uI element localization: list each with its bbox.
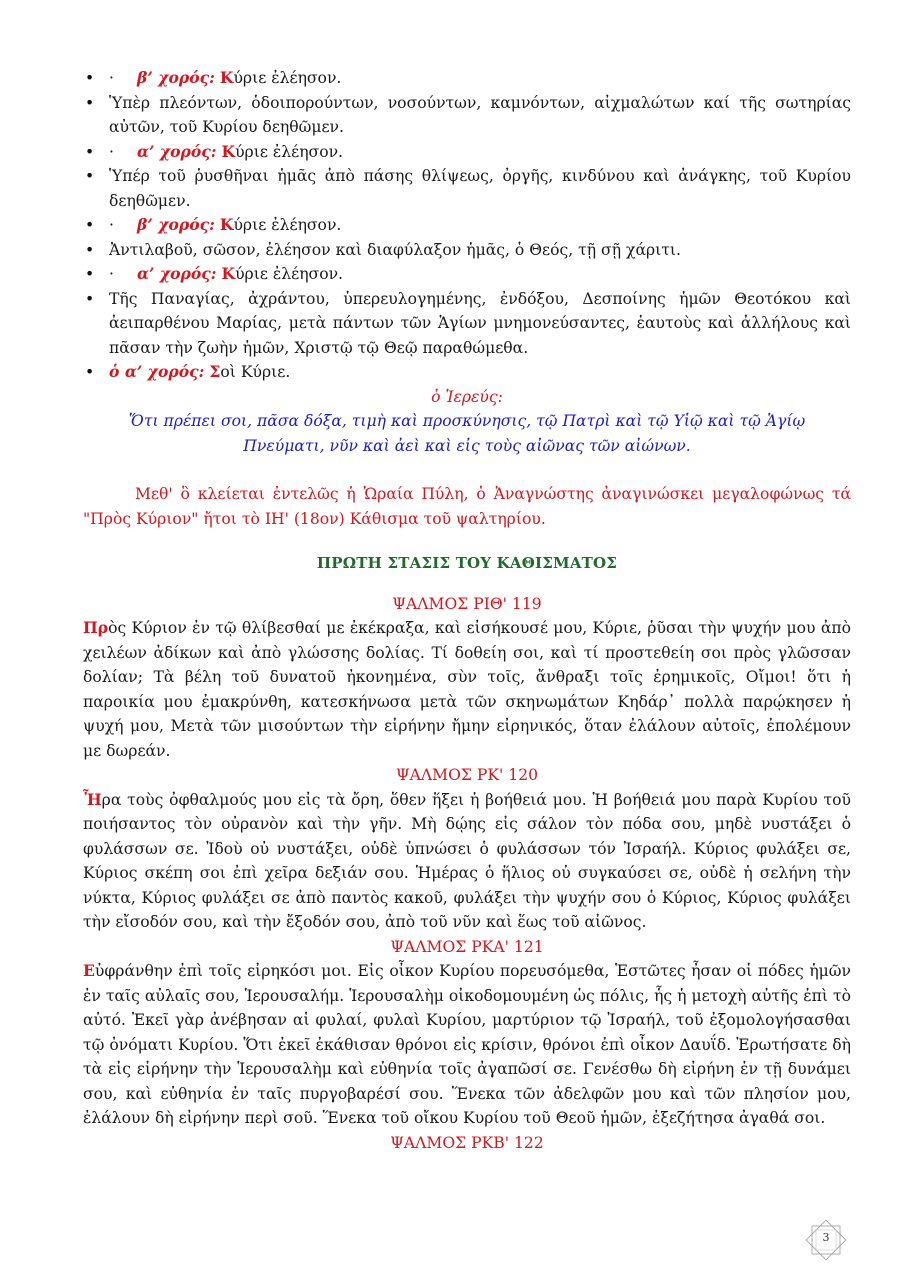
exclamation-line-1: Ὅτι πρέπει σοι, πᾶσα δόξα, τιμὴ καὶ προσκύνησις, τῷ Πατρὶ καὶ τῷ Υἱῷ καὶ τῷ Ἁγίῳ — [128, 412, 806, 430]
choir-label: β’ χορός: — [137, 68, 215, 87]
priest-exclamation — [83, 409, 851, 458]
choir-text: ύριε ἐλέησον. — [233, 69, 342, 87]
choir-label: ὁ α’ χορός: — [109, 362, 205, 381]
document-page — [83, 66, 851, 1155]
petition-text: Τῆς Παναγίας, ἀχράντου, ὑπερευλογημένης, ἐνδόξου, Δεσποίνης ἡμῶν Θεοτόκου καὶ ἀειπαρθένου Μαρίας, μετὰ πάντων τῶν Ἁγίων μνημονεύσαντες, ἑαυτοὺς καὶ ἀλλήλους καὶ πᾶσαν τὴν ζωὴν ἡμῶν, Χριστῷ τῷ Θεῷ παραθώμεθα. — [109, 289, 851, 357]
petition — [83, 91, 851, 140]
psalm-text — [83, 788, 851, 935]
litany-list — [83, 66, 851, 385]
petition-text: Ἀντιλαβοῦ, σῶσον, ἐλέησον καὶ διαφύλαξον ἡμᾶς, ὁ Θεός, τῇ σῇ χάριτι. — [109, 240, 681, 259]
psalm-title: ΨΑΛΜΟΣ ΡΚΑ' 121 — [390, 937, 544, 956]
choir-text: ύριε ἐλέησον. — [233, 216, 342, 234]
choir-initial: Κ — [219, 215, 234, 234]
psalm-initial: Ε — [83, 961, 95, 980]
choir-response-final — [83, 360, 851, 385]
choir-text: ύριε ἐλέησον. — [235, 142, 344, 161]
psalm-text — [83, 959, 851, 1131]
psalm-initial: Ἦ — [83, 789, 102, 809]
choir-response: • · α’ χορός: Κύριε ἐλέησον. — [83, 140, 851, 165]
exclamation-line-2: Πνεύματι, νῦν καὶ ἀεὶ καὶ εἰς τοὺς αἰῶνας τῶν αἰώνων. — [243, 436, 691, 455]
petition-text: Ὑπὲρ πλεόντων, ὁδοιπορούντων, νοσούντων, καμνόντων, αἰχμαλώτων καί τῆς σωτηρίας αὐτῶν, τοῦ Κυρίου δεηθῶμεν. — [109, 93, 851, 136]
choir-response: • · α’ χορός: Κύριε ἐλέησον. — [83, 262, 851, 287]
page-number-badge — [804, 1218, 848, 1262]
next-psalm-title: ΨΑΛΜΟΣ ΡΚΒ' 122 — [390, 1133, 544, 1152]
psalm-title: ΨΑΛΜΟΣ ΡΚ' 120 — [395, 766, 539, 784]
rubric-text: Μεθ' ὃ κλείεται ἐντελῶς ἡ Ὡραία Πύλη, ὁ Ἀναγνώστης ἀναγινώσκει μεγαλοφώνως τά "Πρὸς Κύριον" ἤτοι τὸ ΙΗ' (18ον) Κάθισμα τοῦ ψαλτηρίου. — [83, 485, 851, 528]
psalm-initial: Πρ — [83, 618, 109, 637]
choir-label: α’ χορός: — [137, 141, 217, 161]
choir-response: • · β’ χορός: Κύριε ἐλέησον. — [83, 213, 851, 238]
psalm-body: ρα τοὺς ὀφθαλμούς μου εἰς τὰ ὄρη, ὅθεν ἥξει ἡ βοήθειά μου. Ἡ βοήθειά μου παρὰ Κυρίου τοῦ ποιήσαντος τὸν οὐρανὸν καὶ τὴν γῆν. Μὴ δῴης εἰς σάλον τὸν πόδα σου, μηδὲ νυστάξει ὁ φυλάσσων σε. Ἰδοὺ οὐ νυστάξει, οὐδὲ ὑπνώσει ὁ φυλάσσων τόν Ἰσραήλ. Κύριος φυλάξει σε, Κύριος σκέπη σοι ἐπὶ χεῖρα δεξιάν σου. Ἡμέρας ὁ ἥλιος οὐ συγκαύσει σε, οὐδὲ ἡ σελήνη τὴν νύκτα, Κύριος φυλάξει σε ἀπὸ παντὸς κακοῦ, φυλάξει τὴν ψυχήν σου ὁ Κύριος, Κύριος φυλάξει τὴν εἴσοδόν σου, καὶ τὴν ἔξοδόν σου, ἀπὸ τοῦ νῦν καὶ ἕως τοῦ αἰῶνος. — [83, 790, 851, 931]
choir-initial: Κ — [219, 68, 234, 87]
petition — [83, 238, 851, 263]
page-number: 3 — [822, 1231, 830, 1244]
petition — [83, 287, 851, 361]
psalm-text — [83, 616, 851, 763]
choir-initial: Κ — [221, 141, 236, 161]
choir-label: β’ χορός: — [137, 215, 215, 234]
choir-label: α’ χορός: — [137, 264, 217, 283]
psalm-body: ὐφράνθην ἐπὶ τοῖς εἰρηκόσι μοι. Εἰς οἶκον Κυρίου πορευσόμεθα, Ἑστῶτες ἦσαν οἱ πόδες ἡμῶν ἐν ταῖς αὐλαῖς σου, Ἱερουσαλήμ. Ἱερουσαλὴμ οἰκοδομουμένη ὡς πόλις, ἧς ἡ μετοχὴ αὐτῆς ἐπὶ τὸ αὐτό. Ἐκεῖ γὰρ ἀνέβησαν αἱ φυλαί, φυλαὶ Κυρίου, μαρτύριον τῷ Ἰσραήλ, τοῦ ἐξομολογήσασθαι τῷ ὀνόματι Κυρίου. Ὅτι ἐκεῖ ἐκάθισαν θρόνοι εἰς κρίσιν, θρόνοι ἐπὶ οἶκον Δαυΐδ. Ἐρωτήσατε δὴ τὰ εἰς εἰρήνην τὴν Ἱερουσαλὴμ καὶ εὐθηνία τοῖς ἀγαπῶσί σε. Γενέσθω δὴ εἰρήνη ἐν τῇ δυνάμει σου, καὶ εὐθηνία ἐν ταῖς πυργοβαρέσί σου. Ἕνεκα τῶν ἀδελφῶν μου καὶ τῶν πλησίον μου, ἐλάλουν δὴ εἰρήνην περὶ σοῦ. Ἕνεκα τοῦ οἴκου Κυρίου τοῦ Θεοῦ ἡμῶν, ἐξεζήτησα ἀγαθά σοι. — [83, 962, 851, 1127]
choir-initial: Κ — [221, 264, 236, 283]
choir-text: ύριε ἐλέησον. — [235, 265, 344, 283]
priest-label: ὁ Ἱερεύς: — [431, 387, 503, 406]
petition — [83, 164, 851, 213]
psalm-title: ΨΑΛΜΟΣ ΡΙΘ' 119 — [392, 594, 542, 613]
psalm-body: ὸς Κύριον ἐν τῷ θλίβεσθαί με ἐκέκραξα, καὶ εἰσήκουσέ μου, Κύριε, ῥῦσαι τὴν ψυχήν μου ἀπὸ χειλέων ἀδίκων καὶ ἀπὸ γλώσσης δολίας. Τί δοθείη σοι, καὶ τί προστεθείη σοι πρὸς γλῶσσαν δολίαν; Τὰ βέλη τοῦ δυνατοῦ ἠκονημένα, σὺν τοῖς, ἄνθραξι τοῖς ἐρημικοῖς, Οἴμοι! ὅτι ἡ παροικία μου ἐμακρύνθη, κατεσκήνωσα μετὰ τῶν σκηνωμάτων Κηδάρ᾽ πολλὰ παρῴκησεν ἡ ψυχή μου, Μετὰ τῶν μισούντων τὴν εἰρήνην ἤμην εἰρηνικός, ὅταν ἐλάλουν αὐτοῖς, ἐπολέμουν με δωρεάν. — [83, 619, 851, 760]
choir-response: • · β’ χορός: Κύριε ἐλέησον. — [83, 66, 851, 91]
choir-initial: Σ — [209, 362, 221, 381]
section-heading: ΠΡΩΤΗ ΣΤΑΣΙΣ ΤΟΥ ΚΑΘΙΣΜΑΤΟΣ — [316, 554, 618, 572]
petition-text: Ὑπέρ τοῦ ῥυσθῆναι ἡμᾶς ἀπὸ πάσης θλίψεως, ὀργῆς, κινδύνου καὶ ἀνάγκης, τοῦ Κυρίου δεηθῶμεν. — [109, 167, 851, 210]
choir-text: οὶ Κύριε. — [220, 363, 291, 381]
